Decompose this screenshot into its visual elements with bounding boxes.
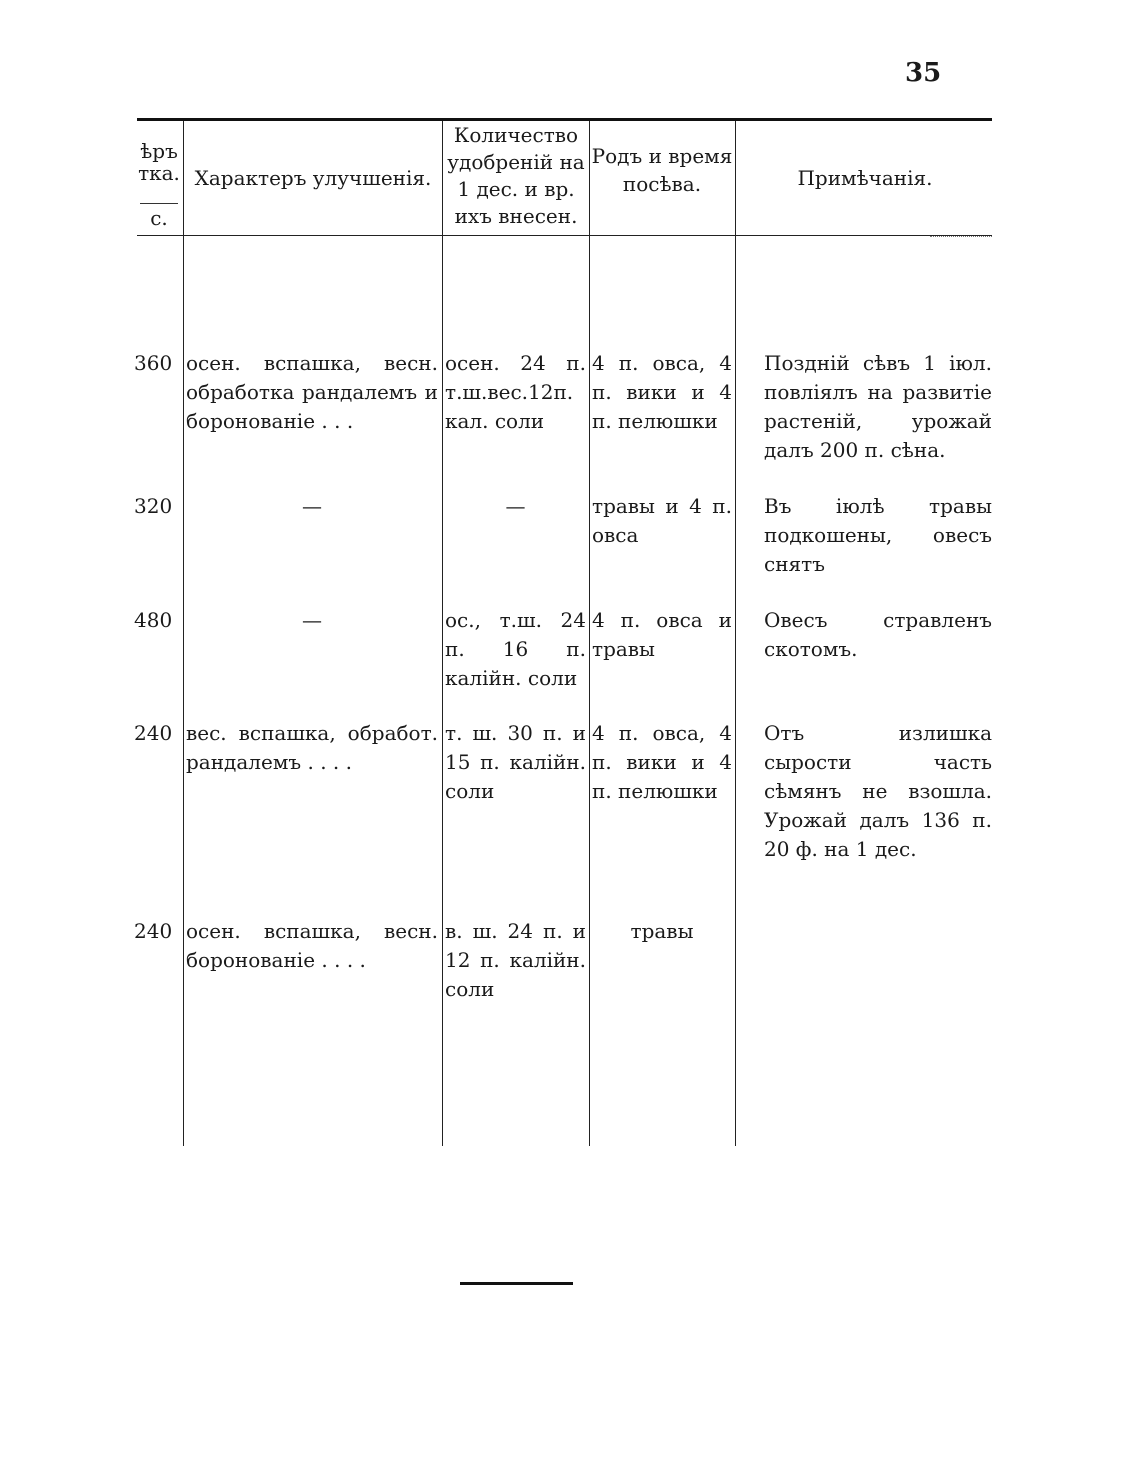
header-rule: [137, 235, 992, 236]
fertilizer-cell: осен. 24 п. т.ш.вес.12п. кал. соли: [445, 351, 586, 433]
row-number: 480: [134, 608, 173, 632]
sowing-cell: 4 п. овса, 4 п. вики и 4 п. пелюшки: [592, 351, 732, 433]
improvement-cell: осен. вспашка, весн. обработка рандалемъ и боронованіе . . .: [186, 351, 438, 433]
column-divider: [735, 121, 736, 1146]
column-divider: [442, 121, 443, 1146]
header-notes: Примѣчанія.: [797, 166, 933, 190]
fertilizer-cell: —: [505, 494, 526, 518]
sowing-cell: травы и 4 п. овса: [592, 494, 732, 547]
improvement-cell: вес. вспашка, обработ. рандалемъ . . . .: [186, 721, 438, 774]
fertilizer-cell: ос., т.ш. 24 п. 16 п. калійн. соли: [445, 608, 586, 690]
improvement-cell: —: [302, 608, 322, 632]
notes-cell: Отъ излишка сырости часть сѣмянъ не взошла. Урожай далъ 136 п. 20 ф. на 1 дес.: [764, 721, 992, 861]
notes-cell: Поздній сѣвъ 1 іюл. повліялъ на развитіе растеній, урожай далъ 200 п. сѣна.: [764, 351, 992, 462]
column-divider: [183, 121, 184, 1146]
header-fertilizer: Количество удобреній на 1 дес. и вр. ихъ внесен.: [447, 123, 585, 228]
row-number: 240: [134, 721, 173, 745]
row-number: 320: [134, 494, 173, 518]
header-col0-top: ѣръ тка.: [138, 139, 180, 185]
header-sowing: Родъ и время посѣва.: [591, 144, 733, 196]
row-number: 360: [134, 351, 173, 375]
end-rule: [460, 1282, 573, 1285]
row-number: 240: [134, 919, 173, 943]
sowing-cell: травы: [630, 919, 694, 943]
improvement-cell: осен. вспашка, весн. боронованіе . . . .: [186, 919, 438, 972]
header-col0-bottom: с.: [150, 206, 168, 230]
fertilizer-cell: в. ш. 24 п. и 12 п. калійн. соли: [445, 919, 586, 1001]
page-number: 35: [905, 58, 942, 88]
header-rule-dots: [930, 236, 992, 237]
fertilizer-cell: т. ш. 30 п. и 15 п. калійн. соли: [445, 721, 586, 803]
sowing-cell: 4 п. овса и травы: [592, 608, 732, 661]
notes-cell: Овесъ стравленъ скотомъ.: [764, 608, 992, 661]
improvement-cell: —: [302, 494, 322, 518]
sowing-cell: 4 п. овса, 4 п. вики и 4 п. пелюшки: [592, 721, 732, 803]
header-improvement: Характеръ улучшенія.: [194, 166, 432, 190]
notes-cell: Въ іюлѣ травы подкошены, овесъ снятъ: [764, 494, 992, 576]
column-divider: [589, 121, 590, 1146]
header-col0-rule: [140, 203, 178, 204]
top-rule: [137, 118, 992, 121]
